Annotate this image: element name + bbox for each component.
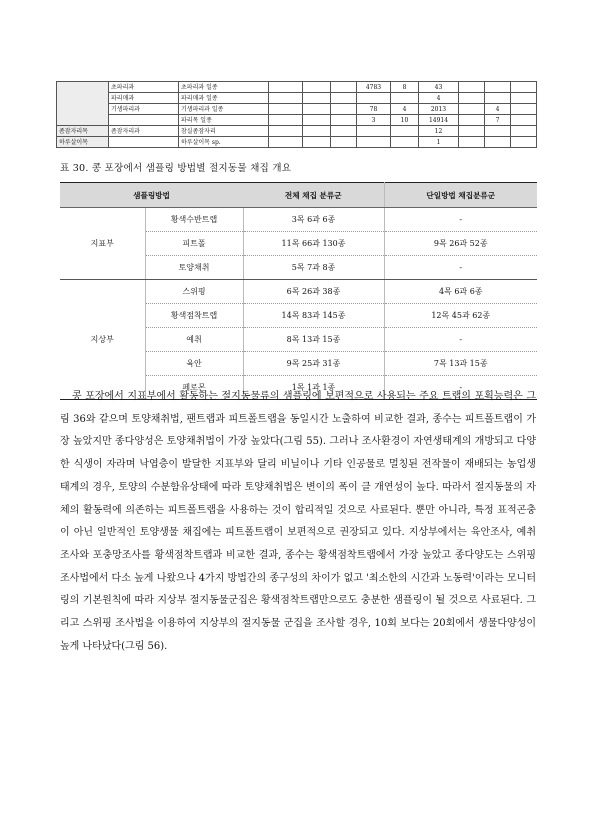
- single-cell: 12목 45과 62종: [384, 304, 537, 328]
- table-row: [57, 82, 537, 93]
- count-cell: [391, 126, 419, 137]
- count-cell: 4: [485, 104, 511, 115]
- count-cell: 7: [485, 115, 511, 126]
- method-cell: 피트폴: [145, 232, 243, 256]
- count-cell: 12: [419, 126, 459, 137]
- method-cell: 스위핑: [145, 280, 243, 304]
- count-cell: 1: [419, 137, 459, 148]
- single-cell: 9목 26과 52종: [384, 232, 537, 256]
- single-cell: -: [384, 328, 537, 352]
- site-cell: 지표부: [60, 208, 145, 280]
- family-cell: 초파리과: [109, 82, 179, 93]
- single-cell: -: [384, 376, 537, 400]
- family-cell: 파리매과: [109, 93, 179, 104]
- count-cell: [357, 137, 391, 148]
- body-paragraph: 콩 포장에서 지표부에서 활동하는 절지동물류의 샘플링에 보편적으로 사용되는 주요 트랩의 포획능력은 그림 36와 같으며 토양채취법, 팬트랩과 피트폴트랩을 동일시간 노출하여 비교한 결과, 종수는 피트폴트랩이 가장 높았지만 종다양성은 토양채취법이 가장 높았다(그림 55). 그러나 조사환경이 자연생태계의 개방되고 다양한 식생이 자라며 낙엽층이 발달한 지표부와 달리 비닐이나 기타 인공물로 멀칭된 전작물이 재배되는 농업생태계의 경우, 토양의 수분함유상태에 따라 토양채취법은 변이의 폭이 클 개연성이 높다. 따라서 절지동물의 자체의 활동력에 의존하는 피트폴트랩을 사용하는 것이 합리적일 것으로 사료된다. 뿐만 아니라, 특정 표적곤충이 아닌 일반적인 토양생물 채집에는 피트폴트랩이 보편적으로 권장되고 있다. 지상부에서는 육안조사, 예취조사와 포충망조사를 황색점착트랩과 비교한 결과, 종수는 황색점착트랩에서 가장 높았고 종다양도는 스위핑 조사법에서 다소 높게 나왔으나 4가지 방법간의 종구성의 차이가 없고 '최소한의 시간과 노동력'이라는 모니터링의 기본원칙에 따라 지상부 절지동물군집은 황색점착트랩만으로도 충분한 샘플링이 될 것으로 사료된다. 그리고 스위핑 조사법을 이용하여 지상부의 절지동물 군집을 조사할 경우, 10회 보다는 20회에서 생물다양성이 높게 나타났다(그림 56).: [60, 391, 536, 652]
- total-cell: 11목 66과 130종: [243, 232, 384, 256]
- table-row: [57, 93, 537, 104]
- count-cell: [357, 126, 391, 137]
- count-cell: [485, 82, 511, 93]
- order-cell: 좀잠자리목: [57, 126, 109, 137]
- order-cell: 하루살이목: [57, 137, 109, 148]
- site-cell: 지상부: [60, 280, 145, 400]
- table-row: [57, 126, 537, 137]
- count-cell: [357, 93, 391, 104]
- family-cell: [109, 115, 179, 126]
- method-cell: 페로몬: [145, 376, 243, 400]
- single-cell: -: [384, 256, 537, 280]
- table-header-row: [60, 183, 537, 208]
- count-cell: 78: [357, 104, 391, 115]
- method-cell: 황색점착트랩: [145, 304, 243, 328]
- single-cell: 4목 6과 6종: [384, 280, 537, 304]
- header-total: 전체 채집 분류군: [243, 183, 384, 208]
- count-cell: 4: [419, 93, 459, 104]
- table-row: [60, 280, 537, 304]
- species-cell: 참실좀잠자리: [179, 126, 269, 137]
- family-cell: [109, 137, 179, 148]
- table-row: [57, 104, 537, 115]
- method-cell: 토양채취: [145, 256, 243, 280]
- count-cell: 3: [357, 115, 391, 126]
- total-cell: 5목 7과 8종: [243, 256, 384, 280]
- total-cell: 8목 13과 15종: [243, 328, 384, 352]
- species-cell: 파리매과 일종: [179, 93, 269, 104]
- order-cell: [57, 82, 109, 126]
- table-row: [57, 137, 537, 148]
- count-cell: 43: [419, 82, 459, 93]
- species-count-table: [56, 81, 537, 148]
- family-cell: 기생파리과: [109, 104, 179, 115]
- single-cell: 7목 13과 15종: [384, 352, 537, 376]
- count-cell: 14914: [419, 115, 459, 126]
- total-cell: 14목 83과 145종: [243, 304, 384, 328]
- count-cell: 8: [391, 82, 419, 93]
- header-single: 단일방법 채집분류군: [384, 183, 537, 208]
- method-cell: 예취: [145, 328, 243, 352]
- count-cell: [485, 93, 511, 104]
- species-cell: 파리목 일종: [179, 115, 269, 126]
- count-cell: [391, 93, 419, 104]
- count-cell: [485, 137, 511, 148]
- count-cell: 4783: [357, 82, 391, 93]
- table-caption: 표 30. 콩 포장에서 샘플링 방법별 절지동물 채집 개요: [60, 163, 292, 174]
- count-cell: 10: [391, 115, 419, 126]
- count-cell: [391, 137, 419, 148]
- sampling-method-table: [60, 182, 537, 400]
- table-row: [60, 208, 537, 232]
- header-site: 샘플링방법: [60, 183, 243, 208]
- species-cell: 하루살이목 sp.: [179, 137, 269, 148]
- count-cell: [485, 126, 511, 137]
- method-cell: 황색수반트랩: [145, 208, 243, 232]
- species-cell: 초파리과 일종: [179, 82, 269, 93]
- total-cell: 6목 26과 38종: [243, 280, 384, 304]
- total-cell: 3목 6과 6종: [243, 208, 384, 232]
- family-cell: 좀잠자리과: [109, 126, 179, 137]
- species-cell: 기생파리과 일종: [179, 104, 269, 115]
- table-row: [57, 115, 537, 126]
- total-cell: 9목 25과 31종: [243, 352, 384, 376]
- method-cell: 육안: [145, 352, 243, 376]
- count-cell: 4: [391, 104, 419, 115]
- total-cell: 1목 1과 1종: [243, 376, 384, 400]
- single-cell: -: [384, 208, 537, 232]
- count-cell: 2013: [419, 104, 459, 115]
